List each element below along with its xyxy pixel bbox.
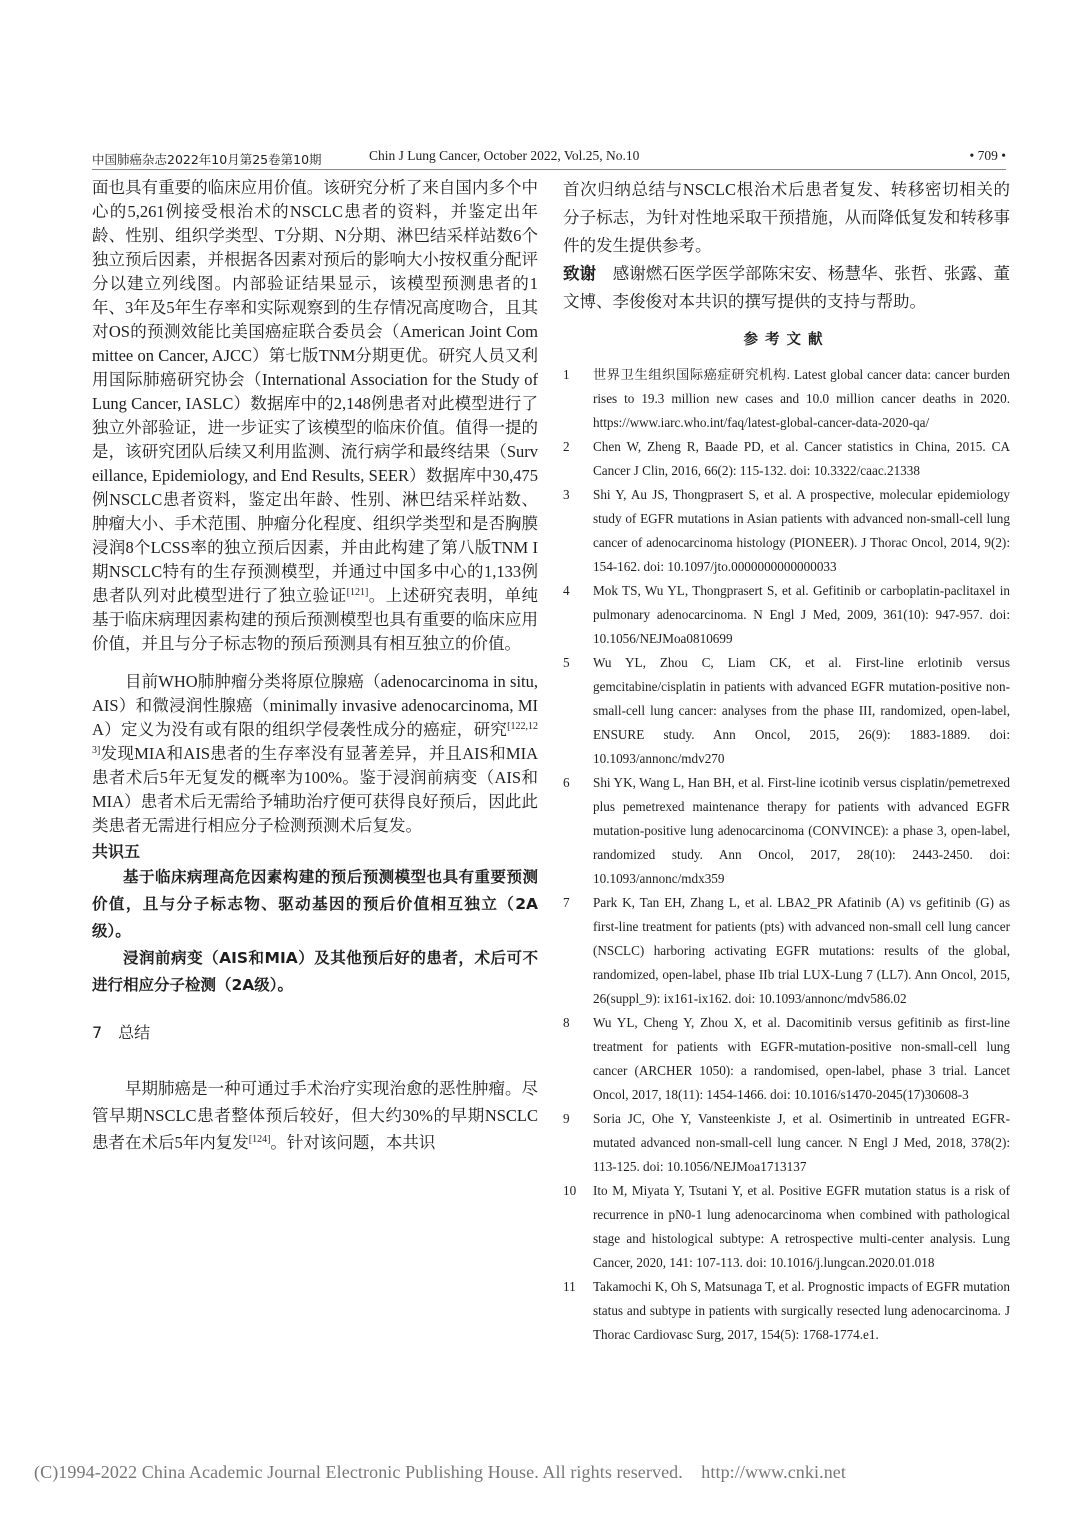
reference-item (563, 1011, 1010, 1107)
reference-number: 7 (563, 895, 570, 910)
citation: [122,123] (92, 721, 538, 756)
reference-item (563, 435, 1010, 483)
reference-number: 11 (563, 1279, 576, 1294)
paragraph-text: 。针对该问题，本共识 (270, 1133, 436, 1152)
body-paragraph-1 (92, 176, 538, 656)
copyright-footer: (C)1994-2022 China Academic Journal Electronic Publishing House. All rights reserved. http://www.cnki.net (34, 1462, 846, 1482)
citation: [121] (346, 587, 369, 598)
reference-text: Wu YL, Cheng Y, Zhou X, et al. Dacomitinib versus gefitinib as first-line treatment for patients with EGFR-mutation-positive non-small-cell lung cancer (ARCHER 1050): a randomised, open-label, phase 3 trial. Lancet Oncol, 2017, 18(11): 1454-1466. doi: 10.1016/s1470-2045(17)30608-3 (593, 1015, 1010, 1102)
reference-text: Takamochi K, Oh S, Matsunaga T, et al. Prognostic impacts of EGFR mutation status and subtype in patients with surgically resected lung adenocarcinoma. J Thorac Cardiovasc Surg, 2017, 154(5): 1768-1774.e1. (593, 1279, 1010, 1342)
paragraph-text: 早期肺癌是一种可通过手术治疗实现治愈的恶性肿瘤。尽管早期NSCLC患者整体预后较好，但大约30%的早期NSCLC患者在术后5年内复发 (92, 1079, 538, 1152)
reference-number: 8 (563, 1015, 570, 1030)
reference-item (563, 1275, 1010, 1347)
right-column (563, 176, 1010, 1347)
reference-list (563, 363, 1010, 1347)
consensus-statement-1: 基于临床病理高危因素构建的预后预测模型也具有重要预测价值，且与分子标志物、驱动基因的预后价值相互独立（2A级）。 (92, 868, 538, 940)
reference-text: Ito M, Miyata Y, Tsutani Y, et al. Positive EGFR mutation status is a risk of recurrence in pN0-1 lung adenocarcinoma when combined with pathological stage and histological subtype: A retrospective multi-center analysis. Lung Cancer, 2020, 141: 107-113. doi: 10.1016/j.lungcan.2020.01.018 (593, 1183, 1010, 1270)
reference-text: Wu YL, Zhou C, Liam CK, et al. First-line erlotinib versus gemcitabine/cisplatin in patients with advanced EGFR mutation-positive non-small-cell lung cancer: analyses from the phase III, randomized, open-label, ENSURE study. Ann Oncol, 2015, 26(9): 1883-1889. doi: 10.1093/annonc/mdv270 (593, 655, 1010, 766)
reference-text: Mok TS, Wu YL, Thongprasert S, et al. Gefitinib or carboplatin-paclitaxel in pulmonary adenocarcinoma. N Engl J Med, 2009, 361(10): 947-957. doi: 10.1056/NEJMoa0810699 (593, 583, 1010, 646)
reference-number: 6 (563, 775, 570, 790)
reference-text: Chen W, Zheng R, Baade PD, et al. Cancer statistics in China, 2015. CA Cancer J Clin, 2016, 66(2): 115-132. doi: 10.3322/caac.21338 (593, 439, 1010, 478)
reference-number: 1 (563, 367, 570, 382)
reference-item (563, 1179, 1010, 1275)
reference-item (563, 483, 1010, 579)
reference-item (563, 651, 1010, 771)
reference-number: 9 (563, 1111, 570, 1126)
acknowledgement (563, 260, 1010, 316)
acknowledgement-label: 致谢 (563, 264, 597, 283)
consensus-statement-2: 浸润前病变（AIS和MIA）及其他预后好的患者，术后可不进行相应分子检测（2A级）。 (92, 949, 538, 994)
reference-text: Soria JC, Ohe Y, Vansteenkiste J, et al. Osimertinib in untreated EGFR-mutated advanced non-small-cell lung cancer. N Engl J Med, 2018, 378(2): 113-125. doi: 10.1056/NEJMoa1713137 (593, 1111, 1010, 1174)
reference-item (563, 771, 1010, 891)
section-heading: 7 总结 (92, 1023, 151, 1042)
reference-number: 10 (563, 1183, 577, 1198)
left-column (92, 176, 538, 1156)
acknowledgement-text: 感谢燃石医学医学部陈宋安、杨慧华、张哲、张露、董文博、李俊俊对本共识的撰写提供的支持与帮助。 (563, 264, 1011, 311)
reference-item (563, 579, 1010, 651)
journal-title-en: Chin J Lung Cancer, October 2022, Vol.25, No.10 (369, 148, 640, 163)
consensus-title: 共识五 (92, 842, 141, 861)
reference-item (563, 1107, 1010, 1179)
reference-item (563, 891, 1010, 1011)
page-number: • 709 • (969, 148, 1006, 163)
paragraph-text: 目前WHO肺肿瘤分类将原位腺癌（adenocarcinoma in situ, AIS）和微浸润性腺癌（minimally invasive adenocarcinoma, MIA）定义为没有或有限的组织学侵袭性成分的癌症，研究 (92, 672, 538, 739)
header-rule (92, 169, 1006, 170)
journal-title-cn: 中国肺癌杂志2022年10月第25卷第10期 (92, 152, 322, 167)
references-heading: 参考文献 (743, 332, 830, 348)
body-paragraph-3 (92, 1075, 538, 1156)
reference-number: 3 (563, 487, 570, 502)
paragraph-text: 发现MIA和AIS患者的生存率没有显著差异，并且AIS和MIA患者术后5年无复发的概率为100%。鉴于浸润前病变（AIS和MIA）患者术后无需给予辅助治疗便可获得良好预后，因此此类患者无需进行相应分子检测预测术后复发。 (92, 744, 538, 835)
reference-text: Park K, Tan EH, Zhang L, et al. LBA2_PR Afatinib (A) vs gefitinib (G) as first-line treatment for patients (pts) with advanced non-small cell lung cancer (NSCLC) harboring activating EGFR mutations: results of the global, randomized, open-label, phase IIb trial LUX-Lung 7 (LL7). Ann Oncol, 2015, 26(suppl_9): ix161-ix162. doi: 10.1093/annonc/mdv586.02 (593, 895, 1010, 1006)
reference-text: Shi YK, Wang L, Han BH, et al. First-line icotinib versus cisplatin/pemetrexed plus pemetrexed maintenance therapy for patients with advanced EGFR mutation-positive lung adenocarcinoma (CONVINCE): a phase 3, open-label, randomized study. Ann Oncol, 2017, 28(10): 2443-2450. doi: 10.1093/annonc/mdx359 (593, 775, 1010, 886)
body-paragraph-2 (92, 670, 538, 838)
reference-number: 5 (563, 655, 570, 670)
reference-item (563, 363, 1010, 435)
reference-number: 4 (563, 583, 570, 598)
paragraph-text: 。上述研究表明，单纯基于临床病理因素构建的预后预测模型也具有重要的临床应用价值，并且与分子标志物的预后预测具有相互独立的价值。 (92, 586, 539, 653)
reference-text: Shi Y, Au JS, Thongprasert S, et al. A prospective, molecular epidemiology study of EGFR mutations in Asian patients with advanced non-small-cell lung cancer of adenocarcinoma histology (PIONEER). J Thorac Oncol, 2014, 9(2): 154-162. doi: 10.1097/jto.0000000000000033 (593, 487, 1010, 574)
running-header (92, 144, 1006, 170)
citation: [124] (248, 1134, 271, 1145)
reference-number: 2 (563, 439, 570, 454)
conclusion-paragraph: 首次归纳总结与NSCLC根治术后患者复发、转移密切相关的分子标志，为针对性地采取干预措施，从而降低复发和转移事件的发生提供参考。 (563, 180, 1010, 255)
paragraph-text: 面也具有重要的临床应用价值。该研究分析了来自国内多个中心的5,261例接受根治术的NSCLC患者的资料，并鉴定出年龄、性别、组织学类型、T分期、N分期、淋巴结采样站数6个独立预后因素，并根据各因素对预后的影响大小按权重分配评分以建立列线图。内部验证结果显示，该模型预测患者的1年、3年及5年生存率和实际观察到的生存情况高度吻合，且其对OS的预测效能比美国癌症联合委员会（American Joint Committee on Cancer, AJCC）第七版TNM分期更优。研究人员又利用国际肺癌研究协会（International Association for the Study of Lung Cancer, IASLC）数据库中的2,148例患者对此模型进行了独立外部验证，进一步证实了该模型的临床价值。值得一提的是，该研究团队后续又利用监测、流行病学和最终结果（Surveillance, Epidemiology, and End Results, SEER）数据库中30,475例NSCLC患者资料，鉴定出年龄、性别、淋巴结采样站数、肿瘤大小、手术范围、肿瘤分化程度、组织学类型和是否胸膜浸润8个LCSS率的独立预后因素，并由此构建了第八版TNM I期NSCLC特有的生存预测模型，并通过中国多中心的1,133例患者队列对此模型进行了独立验证 (92, 178, 538, 605)
reference-text: 世界卫生组织国际癌症研究机构. Latest global cancer data: cancer burden rises to 19.3 million new cases and 10.0 million cancer deaths in 2020. https://www.iarc.who.int/faq/latest-global-cancer-data-2020-qa/ (593, 367, 1010, 430)
